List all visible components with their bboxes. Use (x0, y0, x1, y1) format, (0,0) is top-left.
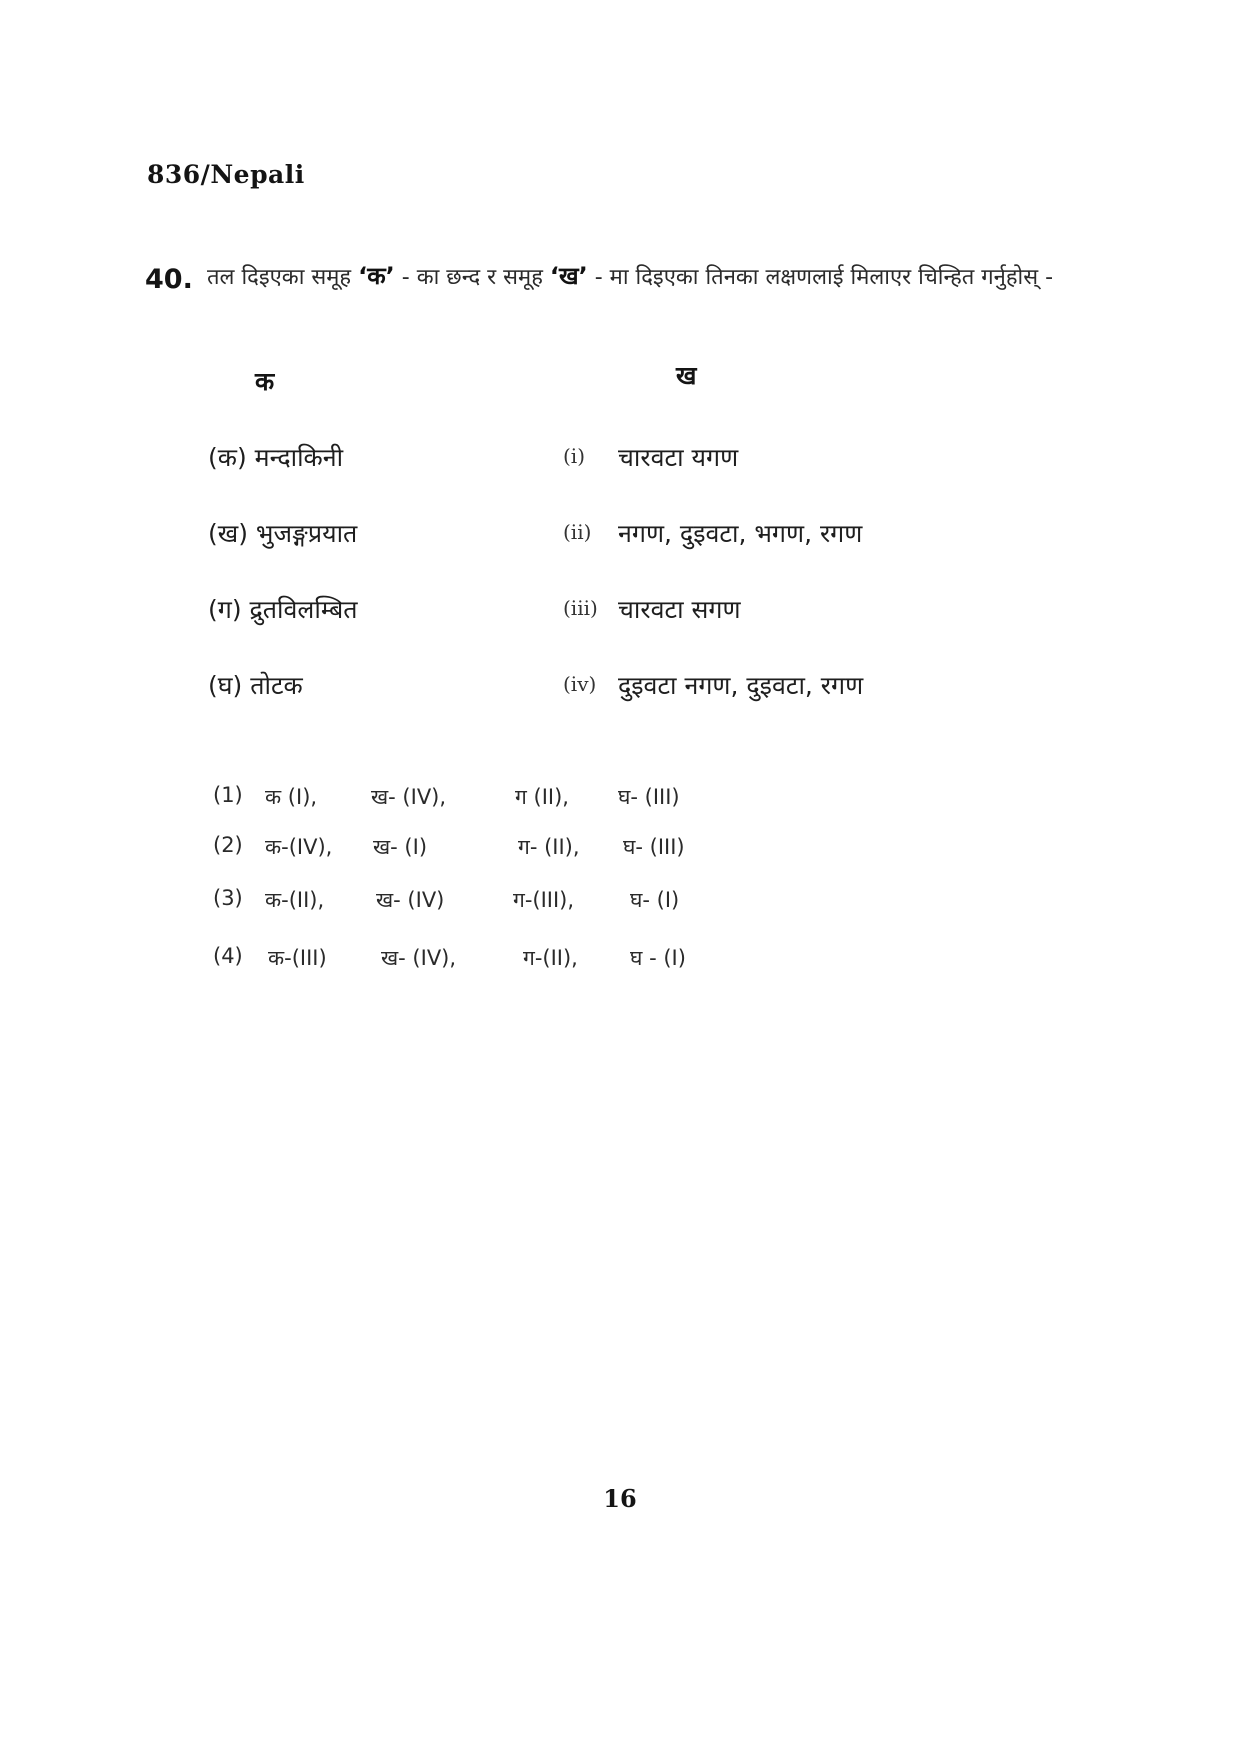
option-match-c: ग (II), (515, 785, 569, 809)
match-left-item: (ख) भुजङ्गप्रयात (208, 519, 358, 548)
question-text-part2: - का छन्द र समूह (394, 265, 550, 290)
match-row (208, 592, 928, 632)
match-right-number: (i) (563, 444, 586, 468)
match-right-item: दुइवटा नगण, दुइवटा, रगण (618, 671, 864, 700)
question-text (207, 256, 1107, 298)
option-match-b: ख- (IV), (371, 785, 447, 809)
paper-code: 836/Nepali (147, 160, 305, 189)
column-heading-b: ख (676, 361, 697, 390)
option-match-b: ख- (IV), (381, 946, 457, 970)
group-a-label: ‘क’ (358, 262, 395, 290)
option-match-d: घ- (III) (623, 835, 685, 859)
option-match-a: क-(III) (268, 946, 327, 970)
option-match-d: घ- (III) (618, 785, 680, 809)
column-heading-a: क (255, 367, 275, 396)
question-text-part3: - मा दिइएका तिनका लक्षणलाई मिलाएर चिन्हित गर्नुहोस् - (587, 265, 1054, 290)
match-left-item: (ग) द्रुतविलम्बित (208, 595, 358, 624)
match-left-item: (घ) तोटक (208, 671, 303, 700)
page-number: 16 (603, 1484, 637, 1513)
match-right-item: चारवटा यगण (618, 443, 739, 472)
option-number: (2) (213, 833, 243, 857)
match-right-number: (iv) (563, 672, 597, 696)
option-number: (1) (213, 783, 243, 807)
match-row (208, 516, 928, 556)
option-number: (3) (213, 886, 243, 910)
option-match-d: घ - (I) (630, 946, 686, 970)
option-match-b: ख- (IV) (376, 888, 445, 912)
match-right-item: चारवटा सगण (618, 595, 741, 624)
match-right-number: (ii) (563, 520, 592, 544)
group-b-label: ‘ख’ (549, 262, 588, 290)
option-match-c: ग- (II), (518, 835, 580, 859)
match-left-item: (क) मन्दाकिनी (208, 443, 344, 472)
option-match-c: ग-(III), (513, 888, 575, 912)
match-right-item: नगण, दुइवटा, भगण, रगण (618, 519, 863, 548)
question-number: 40. (145, 264, 193, 295)
match-right-number: (iii) (563, 596, 598, 620)
option-match-a: क-(IV), (265, 835, 333, 859)
option-match-b: ख- (I) (373, 835, 428, 859)
option-match-d: घ- (I) (630, 888, 680, 912)
match-row (208, 440, 928, 480)
option-match-a: क (I), (265, 785, 318, 809)
option-number: (4) (213, 944, 243, 968)
question-text-part1: तल दिइएका समूह (207, 265, 359, 290)
option-match-c: ग-(II), (523, 946, 578, 970)
match-row (208, 668, 928, 708)
option-match-a: क-(II), (265, 888, 325, 912)
